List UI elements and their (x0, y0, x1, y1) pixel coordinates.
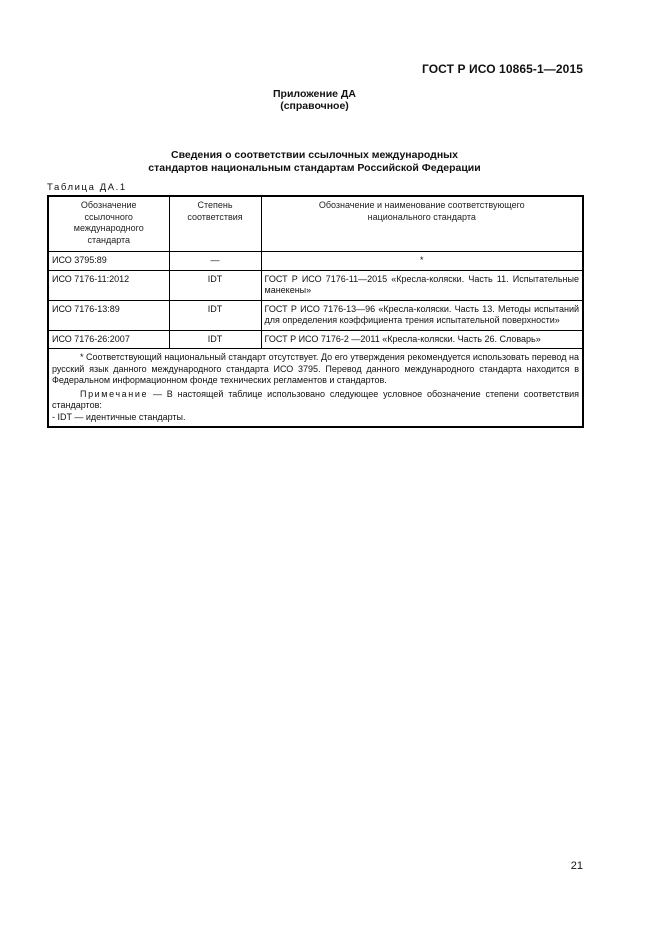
annex-title: Приложение ДА (273, 88, 356, 100)
note-item: - IDT — идентичные стандарты. (52, 411, 186, 422)
footnote-text: * Соответствующий национальный стандарт отсутствует. До его утверждения рекомендуется использовать перевод на русский язык данного международного стандарта ИСО 3795. Перевод данного международного стандарта находится в Федеральном информационном фонде технических регламентов и стандартов. (52, 352, 579, 385)
footnote-cell (48, 349, 583, 428)
header-intl-line: стандарта (87, 234, 131, 245)
cell-intl: ИСО 7176-13:89 (48, 300, 169, 330)
cell-intl: ИСО 7176-11:2012 (48, 270, 169, 300)
note-paragraph (52, 389, 579, 412)
header-intl-line: ссылочного (84, 211, 133, 222)
header-intl-line: международного (73, 223, 144, 233)
note-label: Примечание (80, 388, 149, 399)
table-footnote-row (48, 349, 583, 428)
note-text: — В настоящей таблице использовано следующее условное обозначение степени соответствия стандартов: (52, 388, 579, 410)
page-number: 21 (570, 860, 583, 872)
header-degree-line: соответствия (187, 211, 243, 222)
cell-degree: — (169, 252, 261, 271)
header-degree-line: Степень (197, 200, 233, 210)
header-national-line: Обозначение и наименование соответствующего (318, 200, 525, 210)
header-national-line: национального стандарта (367, 211, 476, 222)
header-intl-standard (48, 196, 169, 252)
document-code: ГОСТ Р ИСО 10865-1—2015 (421, 62, 583, 76)
header-intl-line: Обозначение (80, 200, 137, 210)
cell-national: ГОСТ Р ИСО 7176-11—2015 «Кресла-коляски. Часть 11. Испытательные манекены» (261, 270, 583, 300)
table-row (48, 270, 583, 300)
cell-degree: IDT (169, 270, 261, 300)
correspondence-table (47, 195, 584, 428)
cell-intl: ИСО 3795:89 (48, 252, 169, 271)
cell-degree: IDT (169, 330, 261, 349)
section-title-line-2: стандартов национальным стандартам Российской Федерации (148, 162, 481, 174)
table-row (48, 252, 583, 271)
cell-national: * (261, 252, 583, 271)
cell-degree: IDT (169, 300, 261, 330)
section-title-line-1: Сведения о соответствии ссылочных международных (171, 149, 458, 161)
annex-subtitle: (справочное) (280, 100, 349, 112)
cell-national: ГОСТ Р ИСО 7176-13—96 «Кресла-коляски. Часть 13. Методы испытаний для определения коэффициента трения испытательной поверхности» (261, 300, 583, 330)
cell-intl: ИСО 7176-26:2007 (48, 330, 169, 349)
header-degree (169, 196, 261, 252)
table-caption: Таблица ДА.1 (47, 182, 127, 193)
table-row (48, 330, 583, 349)
table-row (48, 300, 583, 330)
header-national-standard (261, 196, 583, 252)
cell-national: ГОСТ Р ИСО 7176-2 —2011 «Кресла-коляски. Часть 26. Словарь» (261, 330, 583, 349)
section-title (0, 149, 629, 175)
table-header-row (48, 196, 583, 252)
